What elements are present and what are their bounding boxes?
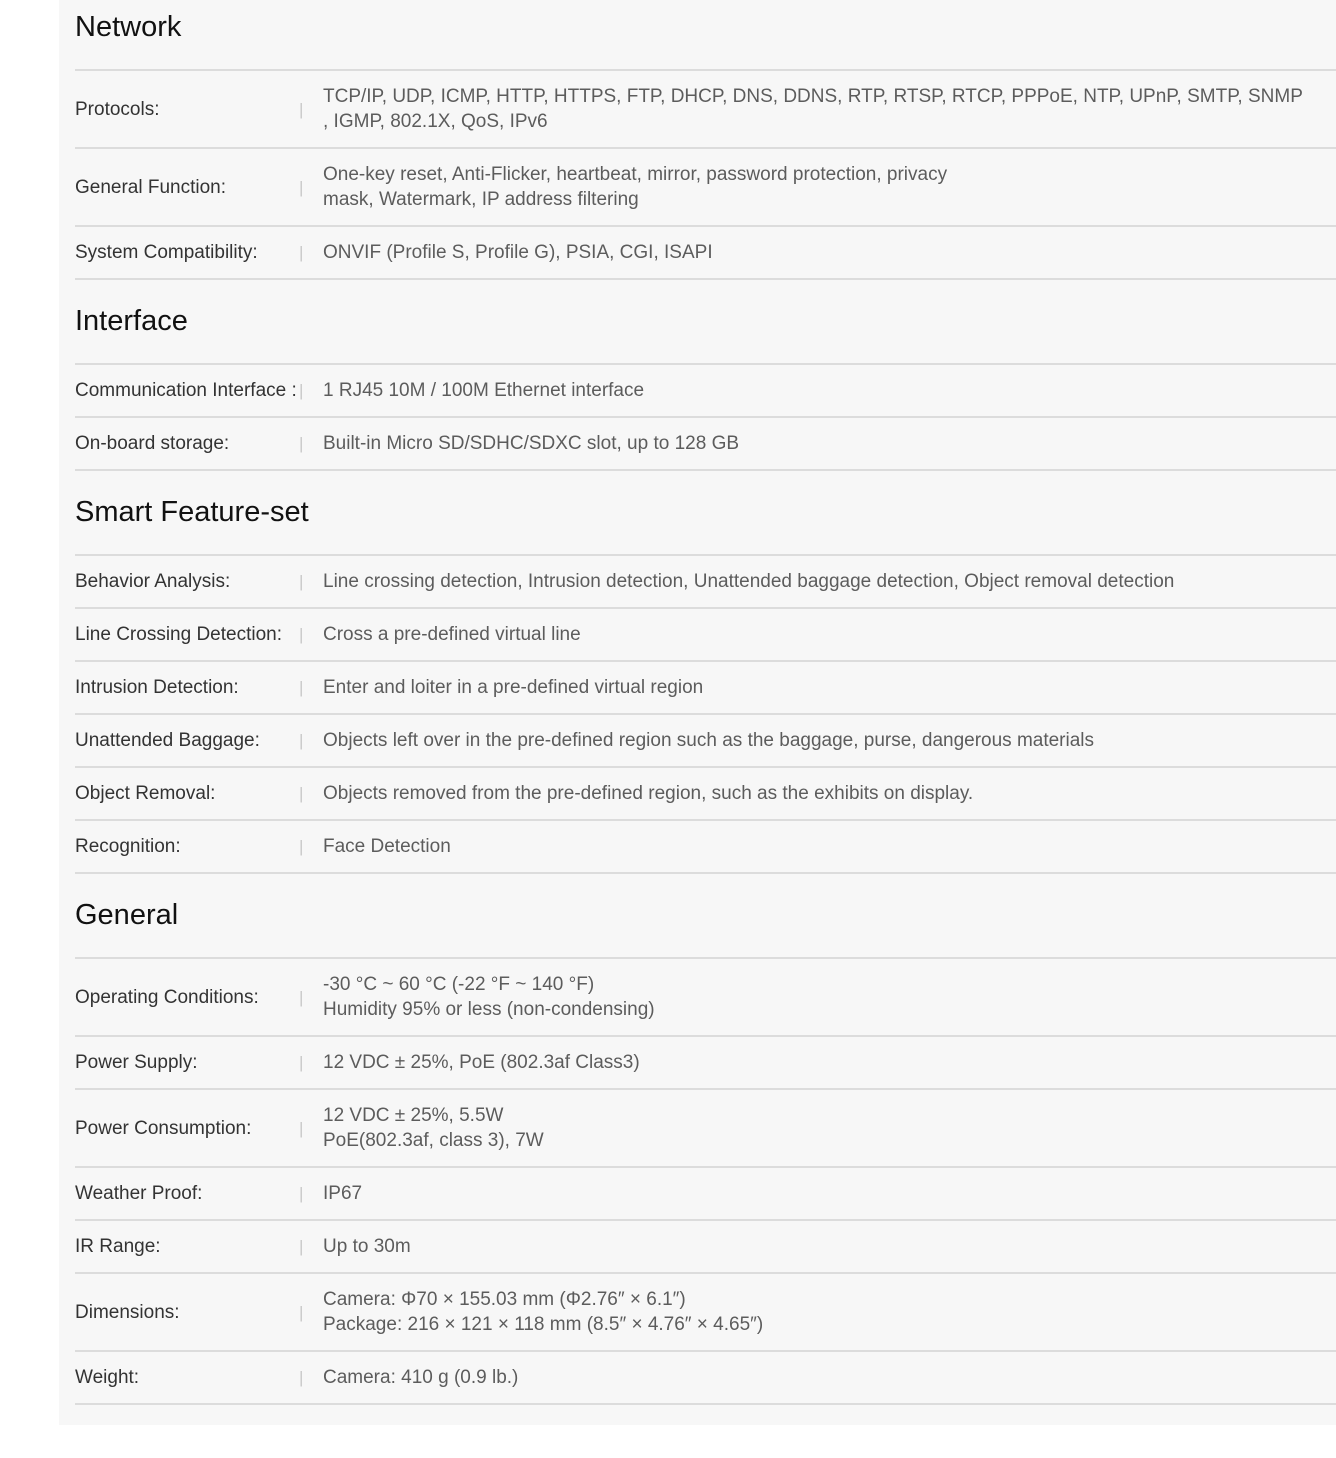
spec-value [323, 240, 1336, 265]
spec-value [323, 162, 1336, 212]
spec-label: On-board storage: [75, 433, 230, 454]
spec-separator: | [299, 434, 304, 453]
spec-value [323, 569, 1336, 594]
spec-value [323, 1287, 1336, 1337]
spec-row [75, 71, 1336, 149]
spec-row [75, 1090, 1336, 1168]
spec-label: Line Crossing Detection: [75, 624, 282, 645]
spec-label: Dimensions: [75, 1301, 180, 1323]
spec-value-line: Face Detection [323, 836, 451, 857]
spec-value [323, 675, 1336, 700]
spec-value-line: 12 VDC ± 25%, PoE (802.3af Class3) [323, 1052, 640, 1073]
spec-value [323, 1234, 1336, 1259]
spec-label: Power Consumption: [75, 1117, 252, 1139]
section-title-interface: Interface [75, 280, 1336, 365]
spec-separator: | [299, 572, 304, 591]
spec-label: System Compatibility: [75, 242, 258, 263]
spec-value [323, 1181, 1336, 1206]
spec-row [75, 662, 1336, 715]
spec-label: Intrusion Detection: [75, 677, 239, 698]
spec-separator: | [299, 678, 304, 697]
spec-value-line: Package: 216 × 121 × 118 mm (8.5″ × 4.76″ × 4.65″) [323, 1314, 764, 1335]
spec-separator: | [299, 1237, 304, 1256]
spec-value-line: , IGMP, 802.1X, QoS, IPv6 [323, 111, 548, 132]
spec-row [75, 1168, 1336, 1221]
spec-value [323, 972, 1336, 1022]
spec-separator: | [299, 381, 304, 400]
spec-row [75, 715, 1336, 768]
spec-label: Recognition: [75, 836, 181, 857]
spec-value [323, 378, 1336, 403]
spec-separator: | [299, 177, 304, 197]
spec-separator: | [299, 731, 304, 750]
spec-value-line: Line crossing detection, Intrusion detection, Unattended baggage detection, Object removal detection [323, 571, 1175, 592]
spec-row [75, 365, 1336, 418]
spec-separator: | [299, 1118, 304, 1138]
spec-value-line: Up to 30m [323, 1236, 411, 1257]
spec-row [75, 227, 1336, 280]
spec-row [75, 1037, 1336, 1090]
spec-separator: | [299, 99, 304, 119]
spec-value-line: Objects left over in the pre-defined region such as the baggage, purse, dangerous materials [323, 730, 1095, 751]
spec-label: Operating Conditions: [75, 986, 259, 1008]
spec-value [323, 728, 1336, 753]
spec-value-line: Cross a pre-defined virtual line [323, 624, 581, 645]
spec-value-line: mask, Watermark, IP address filtering [323, 189, 639, 210]
spec-value-line: PoE(802.3af, class 3), 7W [323, 1130, 544, 1151]
spec-separator: | [299, 1368, 304, 1387]
spec-separator: | [299, 1302, 304, 1322]
spec-value-line: Camera: 410 g (0.9 lb.) [323, 1367, 519, 1388]
spec-label: Weather Proof: [75, 1183, 203, 1204]
spec-row [75, 609, 1336, 662]
spec-separator: | [299, 837, 304, 856]
spec-label: Behavior Analysis: [75, 571, 231, 592]
spec-row [75, 556, 1336, 609]
spec-label: Protocols: [75, 98, 160, 120]
spec-label: Object Removal: [75, 783, 216, 804]
spec-value [323, 622, 1336, 647]
spec-value-line: 1 RJ45 10M / 100M Ethernet interface [323, 380, 645, 401]
spec-value [323, 431, 1336, 456]
section-title-network: Network [75, 0, 1336, 71]
section-title-general: General [75, 874, 1336, 959]
spec-label: IR Range: [75, 1236, 161, 1257]
spec-separator: | [299, 784, 304, 803]
spec-value-line: 12 VDC ± 25%, 5.5W [323, 1105, 504, 1126]
spec-value-line: IP67 [323, 1183, 363, 1204]
spec-value-line: ONVIF (Profile S, Profile G), PSIA, CGI, ISAPI [323, 242, 713, 263]
spec-row [75, 821, 1336, 874]
spec-label: General Function: [75, 176, 227, 198]
spec-value [323, 1365, 1336, 1390]
spec-value-line: TCP/IP, UDP, ICMP, HTTP, HTTPS, FTP, DHCP, DNS, DDNS, RTP, RTSP, RTCP, PPPoE, NTP, UPnP, SMTP, SNMP [323, 86, 1303, 107]
spec-value [323, 1050, 1336, 1075]
spec-panel [59, 0, 1336, 1425]
spec-label: Power Supply: [75, 1052, 198, 1073]
spec-value [323, 781, 1336, 806]
spec-row [75, 1221, 1336, 1274]
spec-row [75, 418, 1336, 471]
spec-separator: | [299, 987, 304, 1007]
spec-value [323, 84, 1336, 134]
spec-value-line: Built-in Micro SD/SDHC/SDXC slot, up to 128 GB [323, 433, 740, 454]
spec-row [75, 959, 1336, 1037]
spec-row [75, 1274, 1336, 1352]
section-title-smart-feature-set: Smart Feature-set [75, 471, 1336, 556]
spec-separator: | [299, 243, 304, 262]
spec-separator: | [299, 1184, 304, 1203]
spec-value-line: One-key reset, Anti-Flicker, heartbeat, mirror, password protection, privacy [323, 164, 948, 185]
spec-row [75, 1352, 1336, 1405]
spec-row [75, 768, 1336, 821]
spec-value-line: -30 °C ~ 60 °C (-22 °F ~ 140 °F) [323, 974, 595, 995]
spec-value-line: Humidity 95% or less (non-condensing) [323, 999, 655, 1020]
spec-label: Unattended Baggage: [75, 730, 260, 751]
spec-value-line: Enter and loiter in a pre-defined virtual region [323, 677, 704, 698]
spec-row [75, 149, 1336, 227]
spec-value-line: Camera: Φ70 × 155.03 mm (Φ2.76″ × 6.1″) [323, 1289, 686, 1310]
spec-value-line: Objects removed from the pre-defined region, such as the exhibits on display. [323, 783, 974, 804]
spec-label: Communication Interface : [75, 380, 297, 401]
spec-separator: | [299, 1053, 304, 1072]
spec-label: Weight: [75, 1367, 140, 1388]
spec-separator: | [299, 625, 304, 644]
spec-container [75, 0, 1336, 1405]
spec-value [323, 834, 1336, 859]
spec-value [323, 1103, 1336, 1153]
